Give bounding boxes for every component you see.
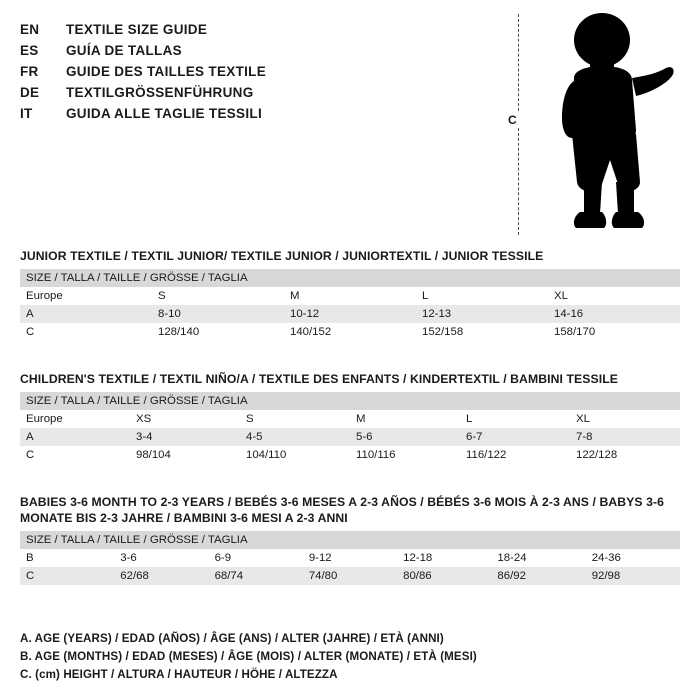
language-row: [20, 106, 490, 121]
section-title: BABIES 3-6 MONTH TO 2-3 YEARS / BEBÉS 3-6 MESES A 2-3 AÑOS / BÉBÉS 3-6 MOIS À 2-3 ANS / BABYS 3-6 MONATE BIS 2-3 JAHRE / BAMBINI 3-6 MESI A 2-3 ANNI: [20, 495, 665, 526]
cell: 7-8: [570, 428, 680, 446]
cell: 128/140: [152, 323, 284, 341]
table-row: [20, 549, 680, 567]
cell: 62/68: [114, 567, 208, 585]
section-junior: [20, 248, 680, 341]
cell: 6-7: [460, 428, 570, 446]
cell: 5-6: [350, 428, 460, 446]
row-label: B: [20, 549, 114, 567]
cell: 74/80: [303, 567, 397, 585]
cell: 68/74: [209, 567, 303, 585]
cell: 158/170: [548, 323, 680, 341]
cell: 14-16: [548, 305, 680, 323]
row-label: C: [20, 567, 114, 585]
language-row: [20, 64, 490, 79]
cell: 12-13: [416, 305, 548, 323]
language-code: EN: [20, 22, 40, 37]
row-label: C: [20, 323, 152, 341]
cell: 6-9: [209, 549, 303, 567]
section-children: [20, 371, 680, 464]
cell: XS: [130, 410, 240, 428]
language-title: TEXTILGRÖSSENFÜHRUNG: [66, 85, 254, 100]
cell: L: [460, 410, 570, 428]
row-label: C: [20, 446, 130, 464]
cell: 152/158: [416, 323, 548, 341]
cell: 92/98: [586, 567, 680, 585]
cell: M: [284, 287, 416, 305]
cell: 10-12: [284, 305, 416, 323]
cell: 4-5: [240, 428, 350, 446]
table-header-label: SIZE / TALLA / TAILLE / GRÖSSE / TAGLIA: [20, 269, 680, 287]
row-label: A: [20, 428, 130, 446]
cell: 116/122: [460, 446, 570, 464]
legend-line-age-years: A. AGE (YEARS) / EDAD (AÑOS) / ÂGE (ANS) / ALTER (JAHRE) / ETÀ (ANNI): [20, 632, 444, 645]
language-code: ES: [20, 43, 39, 58]
table-header-label: SIZE / TALLA / TAILLE / GRÖSSE / TAGLIA: [20, 392, 680, 410]
language-code: DE: [20, 85, 40, 100]
height-measurement-figure: [504, 6, 684, 241]
language-title: TEXTILE SIZE GUIDE: [66, 22, 208, 37]
cell: XL: [570, 410, 680, 428]
cell: 8-10: [152, 305, 284, 323]
language-title: GUIDA ALLE TAGLIE TESSILI: [66, 106, 262, 121]
cell: 3-6: [114, 549, 208, 567]
cell: 24-36: [586, 549, 680, 567]
cell: 9-12: [303, 549, 397, 567]
table-row: [20, 287, 680, 305]
row-label: Europe: [20, 287, 152, 305]
table-header-row: [20, 531, 680, 549]
table-row: [20, 305, 680, 323]
table-row: [20, 428, 680, 446]
cell: 104/110: [240, 446, 350, 464]
language-code: FR: [20, 64, 39, 79]
language-title: GUÍA DE TALLAS: [66, 43, 182, 58]
language-title: GUIDE DES TAILLES TEXTILE: [66, 64, 267, 79]
table-row: [20, 446, 680, 464]
section-babies: [20, 494, 680, 585]
table-header-label: SIZE / TALLA / TAILLE / GRÖSSE / TAGLIA: [20, 531, 680, 549]
cell: 80/86: [397, 567, 491, 585]
cell: 140/152: [284, 323, 416, 341]
cell: 3-4: [130, 428, 240, 446]
language-row: [20, 22, 490, 37]
language-row: [20, 85, 490, 100]
baby-silhouette-icon: [540, 10, 680, 238]
table-row: [20, 410, 680, 428]
section-title: CHILDREN'S TEXTILE / TEXTIL NIÑO/A / TEXTILE DES ENFANTS / KINDERTEXTIL / BAMBINI TESSILE: [20, 372, 618, 386]
size-table-junior: [20, 269, 680, 341]
cell: 12-18: [397, 549, 491, 567]
size-table-babies: [20, 531, 680, 585]
cell: 122/128: [570, 446, 680, 464]
legend-block: [20, 632, 680, 686]
cell: 18-24: [491, 549, 585, 567]
cell: S: [152, 287, 284, 305]
size-table-children: [20, 392, 680, 464]
cell: 110/116: [350, 446, 460, 464]
language-title-block: [20, 22, 490, 127]
table-header-row: [20, 269, 680, 287]
legend-line-age-months: B. AGE (MONTHS) / EDAD (MESES) / ÂGE (MOIS) / ALTER (MONATE) / ETÀ (MESI): [20, 650, 477, 663]
table-header-row: [20, 392, 680, 410]
cell: M: [350, 410, 460, 428]
cell: XL: [548, 287, 680, 305]
row-label: A: [20, 305, 152, 323]
cell: 86/92: [491, 567, 585, 585]
language-row: [20, 43, 490, 58]
cell: S: [240, 410, 350, 428]
table-row: [20, 323, 680, 341]
section-title: JUNIOR TEXTILE / TEXTIL JUNIOR/ TEXTILE JUNIOR / JUNIORTEXTIL / JUNIOR TESSILE: [20, 249, 544, 263]
legend-line-height: C. (cm) HEIGHT / ALTURA / HAUTEUR / HÖHE / ALTEZZA: [20, 668, 338, 681]
height-measure-label: C: [508, 113, 517, 127]
table-row: [20, 567, 680, 585]
cell: L: [416, 287, 548, 305]
cell: 98/104: [130, 446, 240, 464]
language-code: IT: [20, 106, 33, 121]
row-label: Europe: [20, 410, 130, 428]
